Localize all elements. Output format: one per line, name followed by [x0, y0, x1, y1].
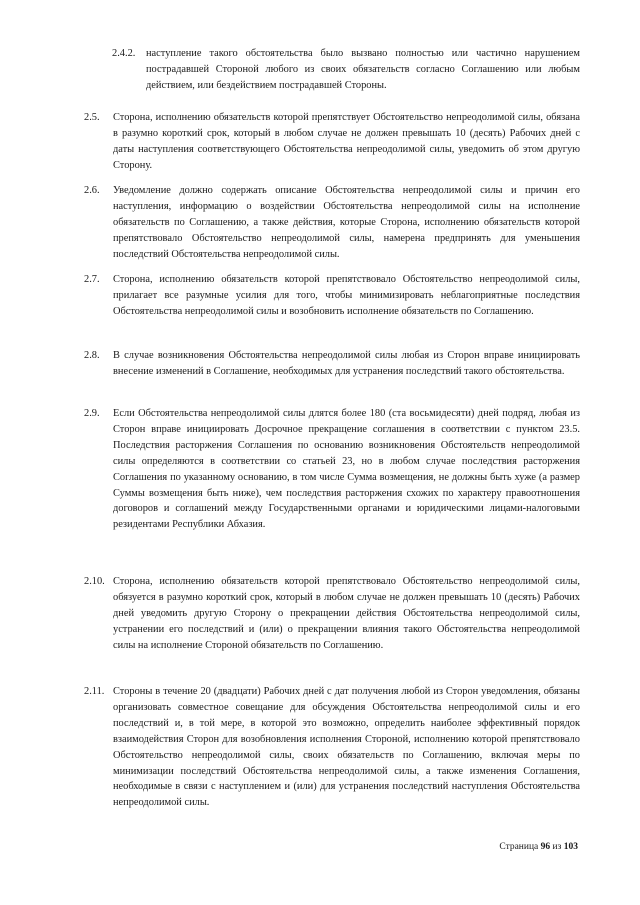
page-total: 103	[563, 842, 578, 852]
clause-2-4-2	[112, 46, 580, 94]
clause-2-5	[84, 110, 580, 174]
clause-number: 2.6.	[84, 185, 100, 196]
clause-2-9	[84, 406, 580, 533]
clause-2-10	[84, 574, 580, 654]
clause-text: Если Обстоятельства непреодолимой силы длятся более 180 (ста восьмидесяти) дней подряд, любая из Сторон вправе инициировать Досрочное прекращение соглашения в соответствии с пунктом 23.5. Последствия расторжения Соглашения по основанию возникновения Обстоятельств непреодолимой силы определяются в соответствии со статьей 23, но в любом случае последствия расторжения Соглашения по указанному основанию, в том числе Сумма возмещения, не должны быть хуже (а размер Суммы возмещения быть ниже), чем последствия расторжения схожих по характеру правоотношения договоров и соглашений между Государственными органами и юридическими лицами-налоговыми резидентами Республики Абхазия.	[113, 408, 580, 531]
clause-text: Стороны в течение 20 (двадцати) Рабочих дней с дат получения любой из Сторон уведомления, обязаны организовать совместное совещание для обсуждения Обстоятельства непреодолимой силы и его последствий и, в той мере, в которой это возможно, определить наиболее эффективный порядок взаимодействия Сторон для возобновления исполнения Стороной, исполнению которой препятствовало Обстоятельство непреодолимой силы, своих обязательств по Соглашению, включая меры по минимизации последствий Обстоятельства непреодолимой силы, а также изменения Соглашения, необходимые в связи с наступлением и (или) для устранения последствий наступления Обстоятельства непреодолимой силы.	[113, 686, 580, 809]
clause-number: 2.11.	[84, 686, 105, 697]
clause-text: Сторона, исполнению обязательств которой препятствовало Обстоятельство непреодолимой силы, обязуется в разумно короткий срок, который в любом случае не должен превышать 10 (десять) Рабочих дней уведомить другую Сторону о прекращении действия Обстоятельства непреодолимой силы, устранении его последствий и (или) о прекращении влияния такого Обстоятельства непреодолимой силы на исполнение Стороной обязательств по Соглашению.	[113, 576, 580, 651]
clause-text: В случае возникновения Обстоятельства непреодолимой силы любая из Сторон вправе инициировать внесение изменений в Соглашение, необходимых для устранения последствий такого обстоятельства.	[113, 350, 580, 377]
clause-number: 2.8.	[84, 350, 100, 361]
page-number: 96	[540, 842, 551, 852]
page-footer	[499, 842, 578, 852]
clause-text: Уведомление должно содержать описание Обстоятельства непреодолимой силы и причин его наступления, информацию о воздействии Обстоятельства непреодолимой силы на исполнение обязательств по Соглашению, а также действия, которые Сторона, исполнению обязательств которой препятствовало Обстоятельство непреодолимой силы, намерена предпринять для уменьшения последствий Обстоятельства непреодолимой силы.	[113, 185, 580, 260]
clause-text: Сторона, исполнению обязательств которой препятствует Обстоятельство непреодолимой силы, обязана в разумно короткий срок, который в любом случае не должен превышать 10 (десять) Рабочих дней с даты наступления соответствующего Обстоятельства непреодолимой силы, уведомить об этом другую Сторону.	[113, 112, 580, 171]
clause-2-8	[84, 348, 580, 380]
clause-2-11	[84, 684, 580, 811]
clause-number: 2.5.	[84, 112, 100, 123]
clause-number: 2.7.	[84, 274, 100, 285]
clause-text: наступление такого обстоятельства было вызвано полностью или частично нарушением пострадавшей Стороной любого из своих обязательств согласно Соглашению или любым действием, или бездействием пострадавшей Стороны.	[146, 48, 580, 91]
clause-2-7	[84, 272, 580, 320]
page-label: Страница	[499, 842, 539, 852]
clause-number: 2.4.2.	[112, 48, 136, 59]
page-of-label: из	[552, 842, 562, 852]
clause-2-6	[84, 183, 580, 263]
clause-number: 2.9.	[84, 408, 100, 419]
clause-text: Сторона, исполнению обязательств которой препятствовало Обстоятельство непреодолимой силы, прилагает все разумные усилия для того, чтобы минимизировать неблагоприятные последствия Обстоятельства непреодолимой силы и возобновить исполнение обязательств по Соглашению.	[113, 274, 580, 317]
clause-number: 2.10.	[84, 576, 105, 587]
